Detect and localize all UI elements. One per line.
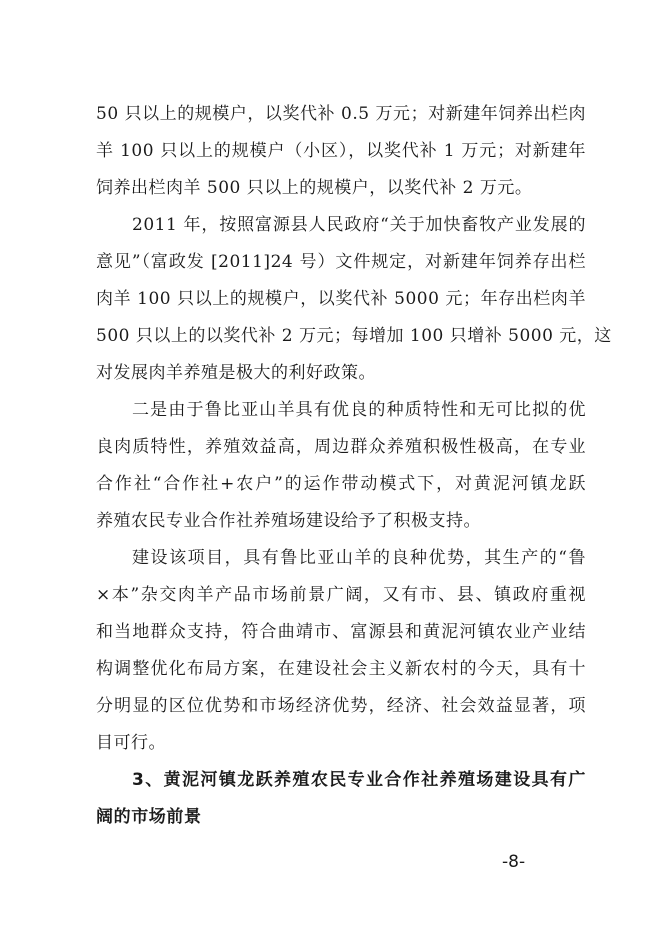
text-line: 500 只以上的以奖代补 2 万元；每增加 100 只增补 5000 元，这 (96, 326, 612, 346)
text-line: 目可行。 (96, 733, 166, 753)
paragraph-first-line: 二是由于鲁比亚山羊具有优良的种质特性和无可比拟的优 (132, 400, 586, 420)
text-line: 意见”（富政发 [2011]24 号）文件规定，对新建年饲养存出栏 (96, 252, 586, 272)
text-line: 养殖农民专业合作社养殖场建设给予了积极支持。 (96, 511, 481, 531)
text-line: 羊 100 只以上的规模户（小区），以奖代补 1 万元；对新建年 (96, 141, 586, 161)
text-line: 分明显的区位优势和市场经济优势，经济、社会效益显著，项 (96, 696, 586, 716)
text-line: 肉羊 100 只以上的规模户，以奖代补 5000 元；年存出栏肉羊 (96, 289, 586, 309)
text-line: ×本”杂交肉羊产品市场前景广阔，又有市、县、镇政府重视 (96, 585, 586, 605)
page-number: -8- (502, 852, 526, 872)
text-line: 良肉质特性，养殖效益高，周边群众养殖积极性极高，在专业 (96, 437, 586, 457)
paragraph-first-line: 2011 年，按照富源县人民政府“关于加快畜牧产业发展的 (132, 215, 586, 235)
text-line: 构调整优化布局方案，在建设社会主义新农村的今天，具有十 (96, 659, 586, 679)
text-line: 对发展肉羊养殖是极大的利好政策。 (96, 363, 376, 383)
text-line: 饲养出栏肉羊 500 只以上的规模户，以奖代补 2 万元。 (96, 178, 533, 198)
section-heading: 3、黄泥河镇龙跃养殖农民专业合作社养殖场建设具有广 (132, 770, 586, 790)
paragraph-first-line: 建设该项目，具有鲁比亚山羊的良种优势，其生产的“鲁 (132, 548, 586, 568)
text-line: 和当地群众支持，符合曲靖市、富源县和黄泥河镇农业产业结 (96, 622, 586, 642)
text-line: 合作社“合作社+农户”的运作带动模式下，对黄泥河镇龙跃 (96, 474, 586, 494)
text-line: 50 只以上的规模户，以奖代补 0.5 万元；对新建年饲养出栏肉 (96, 104, 586, 124)
section-heading-continuation: 阔的市场前景 (96, 807, 202, 827)
